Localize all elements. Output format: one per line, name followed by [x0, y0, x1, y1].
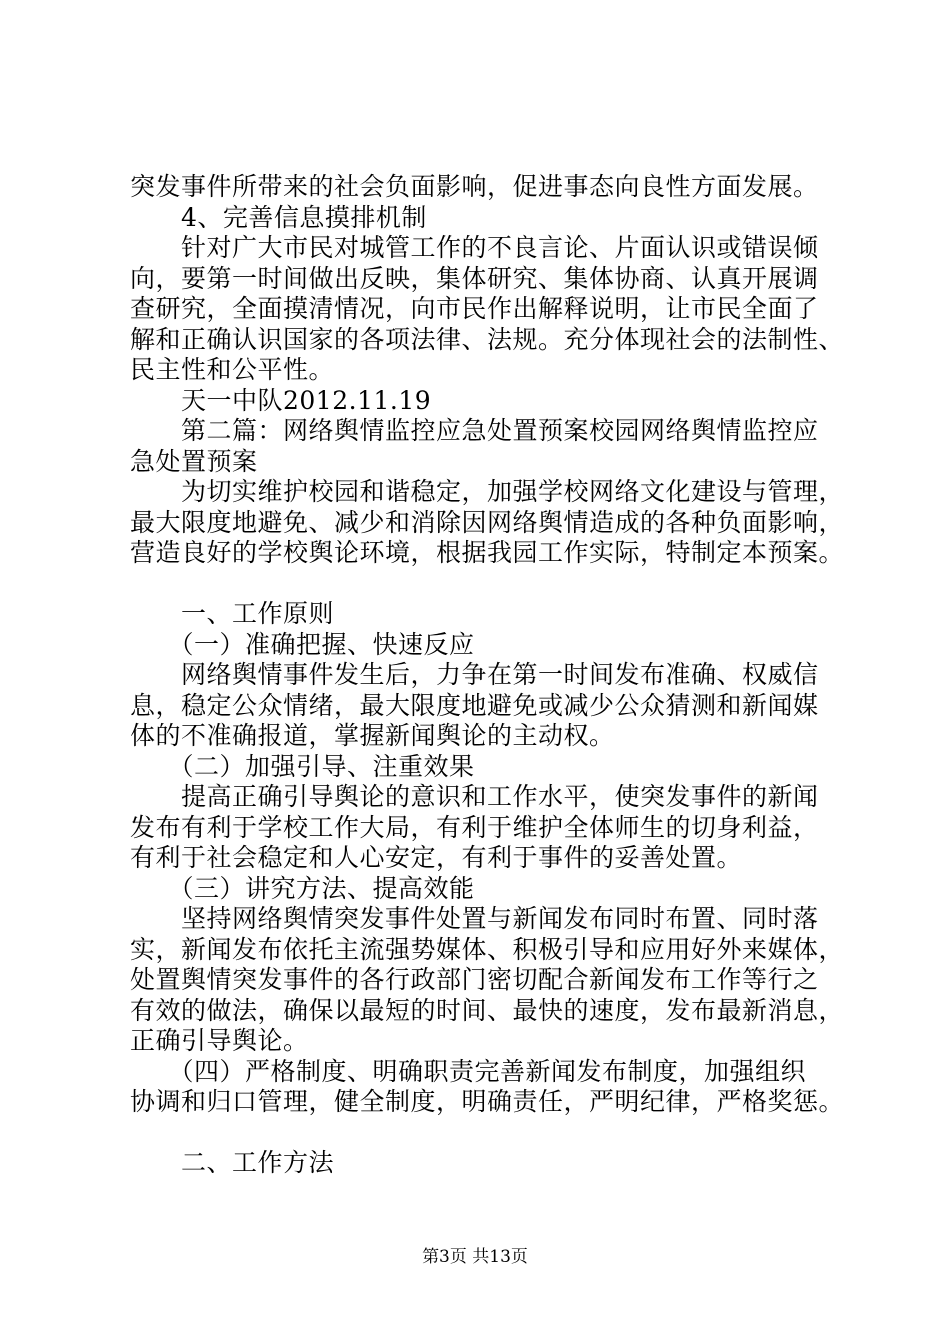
document-body [130, 172, 845, 1179]
text-line: 网络舆情事件发生后，力争在第一时间发布准确、权威信 [130, 660, 819, 689]
text-line: 针对广大市民对城管工作的不良言论、片面认识或错误倾 [130, 233, 819, 262]
blank-line [130, 1118, 830, 1149]
text-line: 向，要第一时间做出反映，集体研究、集体协商、认真开展调 [130, 263, 819, 293]
text-line: 有利于社会稳定和人心安定，有利于事件的妥善处置。 [130, 843, 743, 872]
subsection-heading: （二）加强引导、注重效果 [130, 751, 475, 781]
text-line: 正确引导舆论。 [130, 1026, 309, 1055]
text-line: 协调和归口管理，健全制度，明确责任，严明纪律，严格奖惩。 [130, 1087, 845, 1116]
section-heading: 4、完善信息摸排机制 [130, 202, 427, 232]
text-line: 有效的做法，确保以最短的时间、最快的速度，发布最新消息， [130, 995, 845, 1025]
text-line: 为切实维护校园和谐稳定，加强学校网络文化建设与管理， [130, 477, 845, 506]
text-line: 解和正确认识国家的各项法律、法规。充分体现社会的法制性、 [130, 324, 845, 354]
text-line: 查研究，全面摸清情况，向市民作出解释说明，让市民全面了 [130, 294, 819, 323]
subsection-heading: （三）讲究方法、提高效能 [130, 873, 475, 903]
chapter-title: 第二篇：网络舆情监控应急处置预案校园网络舆情监控应 [130, 416, 819, 445]
text-line: 实，新闻发布依托主流强势媒体、积极引导和应用好外来媒体， [130, 934, 845, 964]
text-line: 息，稳定公众情绪，最大限度地避免或减少公众猜测和新闻媒 [130, 690, 819, 720]
text-line: 处置舆情突发事件的各行政部门密切配合新闻发布工作等行之 [130, 965, 819, 994]
section-heading: 一、工作原则 [130, 599, 335, 628]
text-line: 突发事件所带来的社会负面影响，促进事态向良性方面发展。 [130, 172, 819, 201]
text-line: 坚持网络舆情突发事件处置与新闻发布同时布置、同时落 [130, 904, 819, 933]
chapter-title: 急处置预案 [130, 446, 258, 476]
text-line: 提高正确引导舆论的意识和工作水平，使突发事件的新闻 [130, 782, 819, 811]
text-line: 民主性和公平性。 [130, 355, 335, 384]
subsection-heading: （四）严格制度、明确职责完善新闻发布制度，加强组织 [130, 1056, 807, 1086]
signature-line: 天一中队2012.11.19 [130, 385, 432, 415]
page-number: 第3页 共13页 [422, 1247, 528, 1267]
text-line: 营造良好的学校舆论环境，根据我园工作实际，特制定本预案。 [130, 538, 845, 567]
section-heading: 二、工作方法 [130, 1148, 335, 1177]
text-line: 体的不准确报道，掌握新闻舆论的主动权。 [130, 721, 615, 750]
subsection-heading: （一）准确把握、快速反应 [130, 629, 475, 659]
text-line: 发布有利于学校工作大局，有利于维护全体师生的切身利益， [130, 812, 819, 842]
text-line: 最大限度地避免、减少和消除因网络舆情造成的各种负面影响， [130, 507, 845, 537]
blank-line [130, 569, 830, 600]
